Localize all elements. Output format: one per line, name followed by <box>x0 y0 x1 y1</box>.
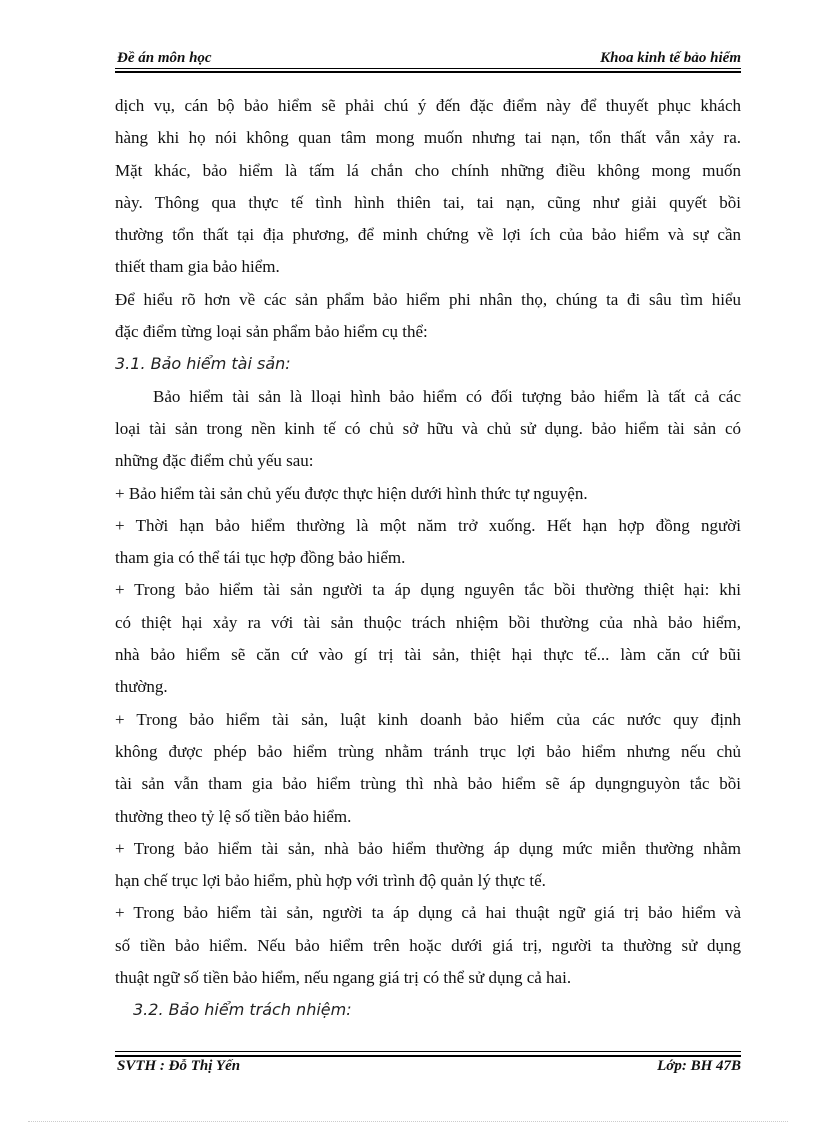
header-course-title: Đề án môn học <box>117 50 212 66</box>
text-line: thường theo tỷ lệ số tiền bảo hiểm. <box>115 806 352 826</box>
document-body <box>115 90 741 1027</box>
footer-class-name: Lớp: BH 47B <box>657 1058 741 1074</box>
text-line: đặc điểm từng loại sản phẩm bảo hiểm cụ thể: <box>115 322 428 342</box>
text-line: có thiệt hại xảy ra với tài sản thuộc trách nhiệm bồi thường của nhà bảo hiểm, <box>115 612 741 632</box>
footer-student-name: SVTH : Đỗ Thị Yến <box>117 1058 241 1074</box>
header-divider <box>115 68 741 69</box>
text-line: này. Thông qua thực tế tình hình thiên tai, tai nạn, cũng như giải quyết bồi <box>115 192 741 212</box>
text-line: tham gia có thể tái tục hợp đồng bảo hiểm. <box>115 548 406 568</box>
page-footer <box>115 1058 741 1080</box>
text-line: tài sản vẫn tham gia bảo hiểm trùng thì nhà bảo hiểm sẽ áp dụngnguyòn tắc bồi <box>115 774 741 794</box>
text-line: thiết tham gia bảo hiểm. <box>115 257 280 277</box>
text-line: hạn chế trục lợi bảo hiểm, phù hợp với trình độ quản lý thực tế. <box>115 871 546 891</box>
header-divider-thick <box>115 71 741 73</box>
text-line: + Trong bảo hiểm tài sản người ta áp dụng nguyên tắc bồi thường thiệt hại: khi <box>115 580 741 600</box>
text-line: hàng khi họ nói không quan tâm mong muốn nhưng tai nạn, tổn thất vẫn xảy ra. <box>115 128 741 148</box>
text-line: loại tài sản trong nền kinh tế có chủ sở hữu và chủ sử dụng. bảo hiểm tài sản có <box>115 418 741 438</box>
text-line: Mặt khác, bảo hiểm là tấm lá chắn cho chính những điều không mong muốn <box>115 160 741 180</box>
text-line: dịch vụ, cán bộ bảo hiểm sẽ phải chú ý đến đặc điểm này để thuyết phục khách <box>115 96 741 115</box>
text-line: + Thời hạn bảo hiểm thường là một năm trở xuống. Hết hạn hợp đồng người <box>115 515 741 535</box>
text-line: + Trong bảo hiểm tài sản, luật kinh doanh bảo hiểm của các nước quy định <box>115 709 741 729</box>
text-line: Bảo hiểm tài sản là lloại hình bảo hiểm có đối tượng bảo hiểm là tất cả các <box>153 386 741 406</box>
text-line: thuật ngữ số tiền bảo hiểm, nếu ngang giá trị có thể sử dụng cả hai. <box>115 968 572 988</box>
text-line: + Trong bảo hiểm tài sản, nhà bảo hiểm thường áp dụng mức miễn thường nhằm <box>115 838 741 858</box>
section-heading: 3.2. Bảo hiểm trách nhiệm: <box>133 1000 352 1020</box>
footer-divider <box>115 1051 741 1052</box>
text-line: số tiền bảo hiểm. Nếu bảo hiểm trên hoặc dưới giá trị, người ta thường sử dụng <box>115 935 741 955</box>
page-header <box>115 48 741 70</box>
header-faculty-name: Khoa kinh tế bảo hiểm <box>600 50 741 66</box>
page-bottom-edge <box>28 1121 788 1122</box>
text-line: thường tổn thất tại địa phương, để minh chứng về lợi ích của bảo hiểm và sự cần <box>115 225 741 245</box>
section-heading: 3.1. Bảo hiểm tài sản: <box>115 354 291 374</box>
text-line: nhà bảo hiểm sẽ căn cứ vào gí trị tài sản, thiệt hại thực tế... làm căn cứ bũi <box>115 645 741 665</box>
text-line: thường. <box>115 677 168 697</box>
text-line: + Trong bảo hiểm tài sản, người ta áp dụng cả hai thuật ngữ giá trị bảo hiểm và <box>115 903 741 923</box>
footer-divider-thick <box>115 1055 741 1057</box>
text-line: + Bảo hiểm tài sản chủ yếu được thực hiện dưới hình thức tự nguyện. <box>115 483 588 503</box>
text-line: Để hiểu rõ hơn về các sản phẩm bảo hiểm phi nhân thọ, chúng ta đi sâu tìm hiểu <box>115 289 741 309</box>
text-line: những đặc điểm chủ yếu sau: <box>115 451 314 471</box>
text-line: không được phép bảo hiểm trùng nhằm tránh trục lợi bảo hiểm nhưng nếu chủ <box>115 741 741 761</box>
